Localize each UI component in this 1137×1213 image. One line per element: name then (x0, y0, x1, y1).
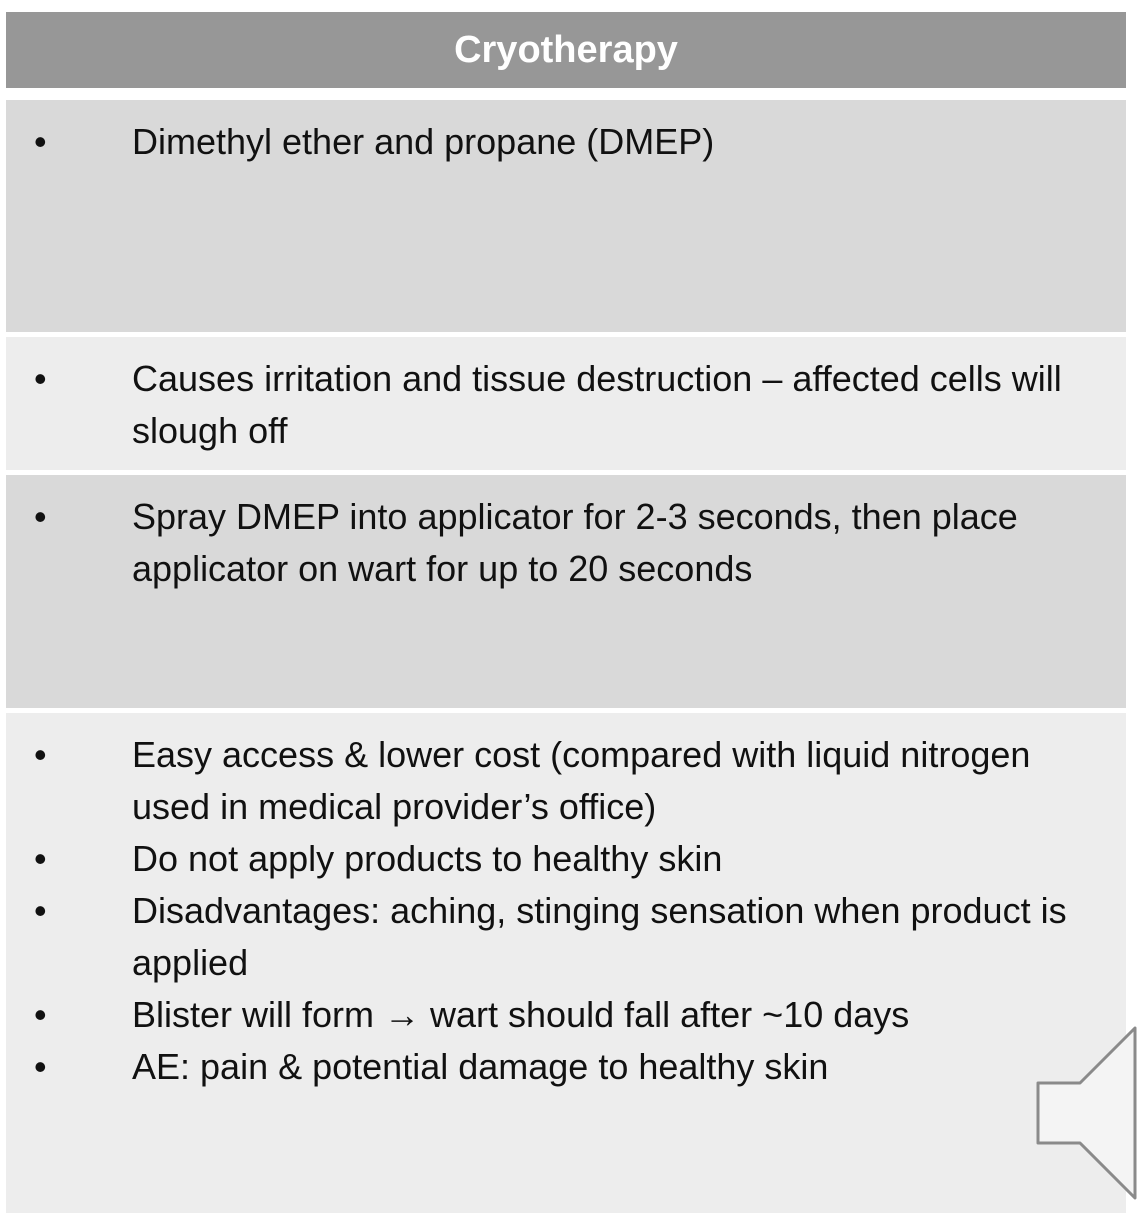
table-row (6, 337, 1126, 470)
bullet-marker: • (34, 1046, 47, 1087)
list-item (6, 989, 1126, 1041)
list-item-text: Do not apply products to healthy skin (132, 838, 723, 879)
table-title: Cryotherapy (454, 28, 678, 71)
bullet-marker: • (34, 358, 47, 399)
list-item (6, 885, 1126, 989)
table-row (6, 713, 1126, 1213)
list-item (6, 116, 1126, 168)
list-item (6, 833, 1126, 885)
bullet-marker: • (34, 838, 47, 879)
list-item-text: Easy access & lower cost (compared with liquid nitrogen used in medical provider’s office) (132, 734, 1031, 827)
list-item-text: AE: pain & potential damage to healthy skin (132, 1046, 829, 1087)
list-item-text: Disadvantages: aching, stinging sensation when product is applied (132, 890, 1067, 983)
list-item (6, 1041, 1126, 1093)
table-row (6, 100, 1126, 332)
cryotherapy-table (6, 12, 1126, 1213)
list-item (6, 353, 1126, 457)
bullet-marker: • (34, 890, 47, 931)
list-item-text: Spray DMEP into applicator for 2-3 seconds, then place applicator on wart for up to 20 seconds (132, 496, 1018, 589)
bullet-marker: • (34, 496, 47, 537)
list-item-text: Dimethyl ether and propane (DMEP) (132, 121, 715, 162)
list-item-text: Blister will form → wart should fall after ~10 days (132, 994, 910, 1035)
speaker-icon[interactable] (1030, 1025, 1137, 1200)
table-header (6, 12, 1126, 88)
table-row (6, 475, 1126, 708)
list-item (6, 729, 1126, 833)
list-item-text: Causes irritation and tissue destruction – affected cells will slough off (132, 358, 1062, 451)
bullet-marker: • (34, 994, 47, 1035)
bullet-marker: • (34, 734, 47, 775)
list-item (6, 491, 1126, 595)
bullet-marker: • (34, 121, 47, 162)
